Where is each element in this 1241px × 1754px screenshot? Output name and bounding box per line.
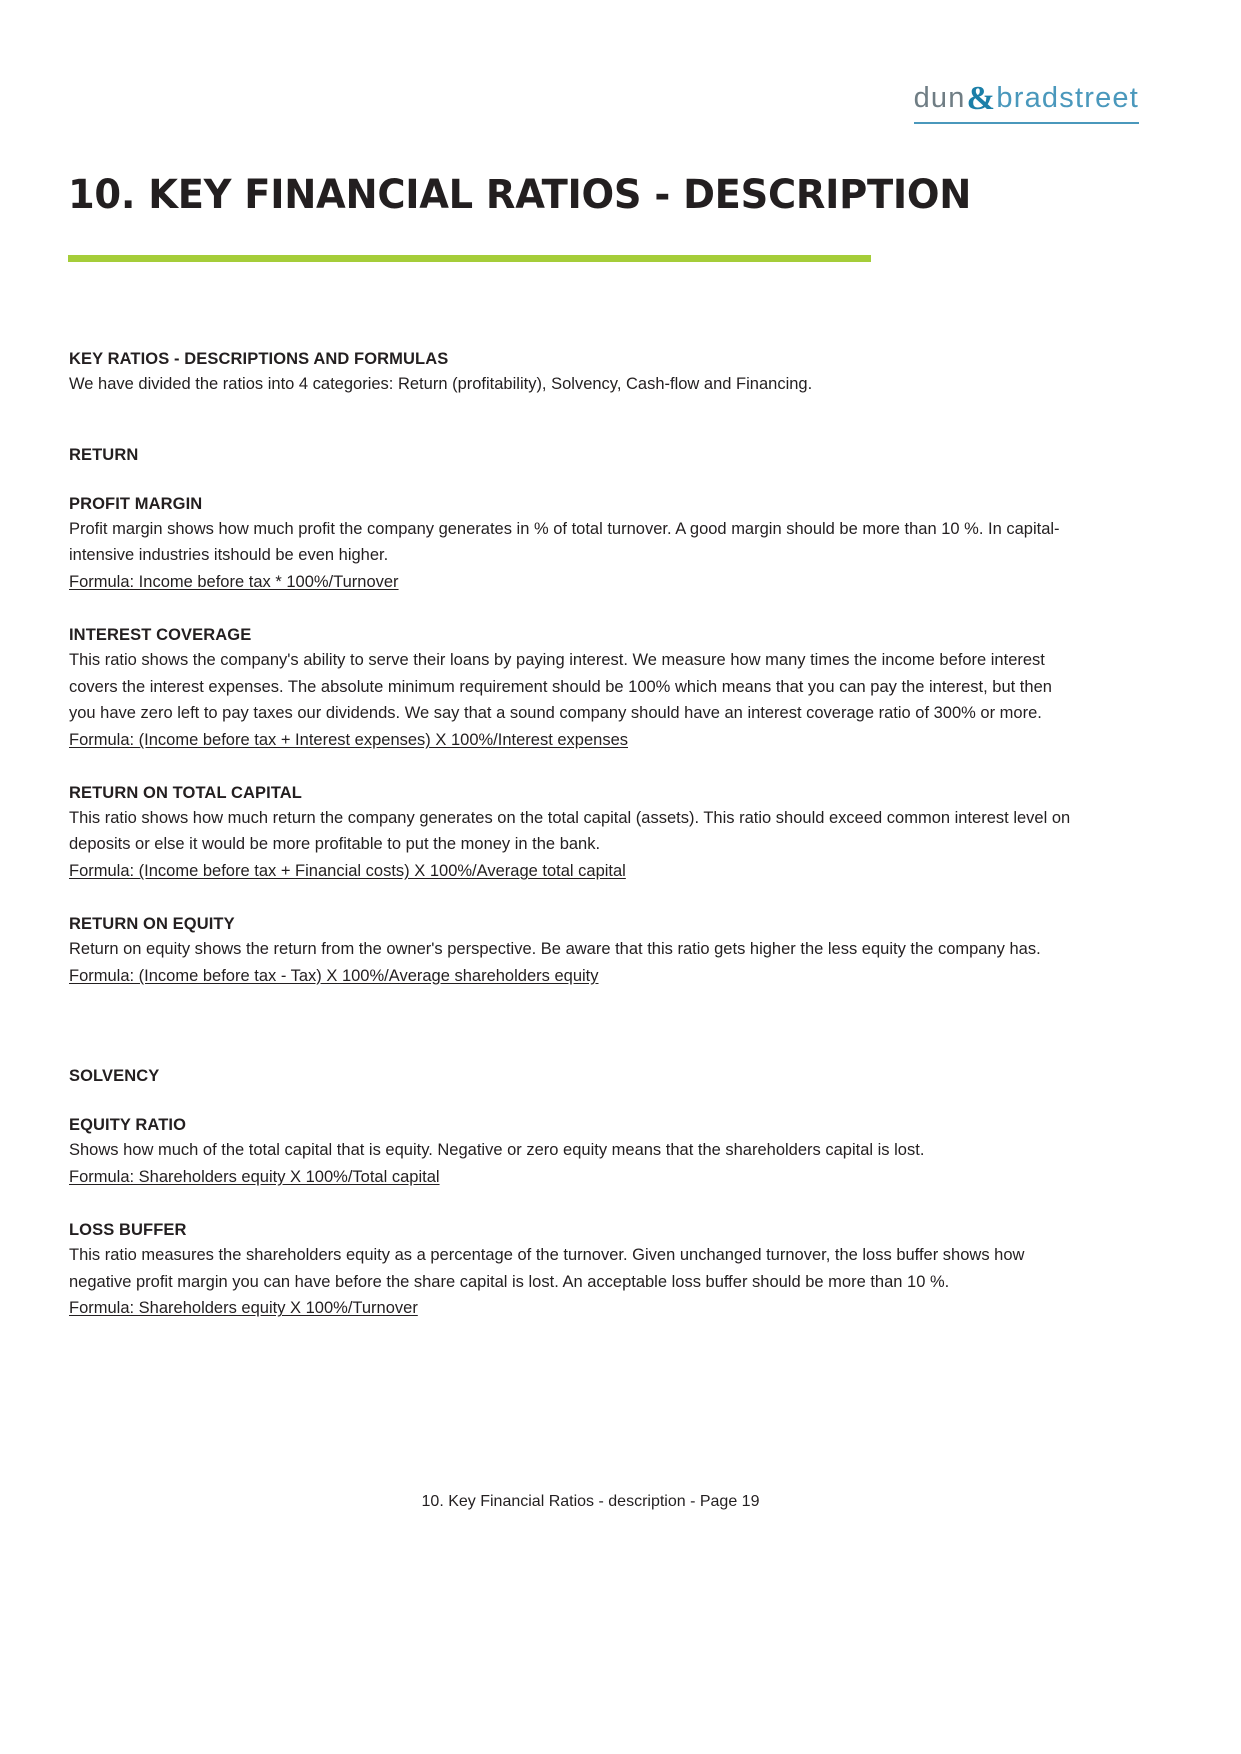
ratio-description: Return on equity shows the return from the owner's perspective. Be aware that this ratio gets higher the less equity the company has. [69,939,1041,958]
ratio-formula: Formula: Shareholders equity X 100%/Turnover [69,1299,418,1318]
ratio-formula: Formula: (Income before tax + Financial costs) X 100%/Average total capital [69,862,626,881]
logo-word-bradstreet: bradstreet [996,82,1139,114]
logo-underline [914,122,1139,124]
ratio-block-return-on-total-capital [69,784,1074,885]
intro-text: We have divided the ratios into 4 categories: Return (profitability), Solvency, Cash-flow and Financing. [69,375,813,393]
ratio-heading: RETURN ON TOTAL CAPITAL [69,783,302,802]
ratio-description: This ratio shows the company's ability to serve their loans by paying interest. We measure how many times the income before interest covers the interest expenses. The absolute minimum requirement should be 100% which means that you can pay the interest, but then you have zero left to pay taxes our dividends. We say that a sound company should have an interest coverage ratio of 300% or more. [69,650,1052,723]
ratio-block-profit-margin [69,495,1074,596]
page-title: 10. KEY FINANCIAL RATIOS - DESCRIPTION [68,172,972,218]
ratio-block-interest-coverage [69,626,1074,754]
document-body [69,350,1074,1322]
ratio-heading: PROFIT MARGIN [69,494,203,513]
ratio-formula: Formula: (Income before tax + Interest expenses) X 100%/Interest expenses [69,731,628,750]
ratio-formula: Formula: Shareholders equity X 100%/Total capital [69,1168,440,1187]
page-footer: 10. Key Financial Ratios - description - Page 19 [421,1493,760,1510]
ratio-description: Profit margin shows how much profit the company generates in % of total turnover. A good margin should be more than 10 %. In capital-intensive industries itshould be even higher. [69,519,1060,565]
ratio-block-return-on-equity [69,915,1074,989]
dun-bradstreet-logo [914,78,1139,116]
ratio-description: Shows how much of the total capital that is equity. Negative or zero equity means that the shareholders capital is lost. [69,1141,925,1160]
ratio-heading: RETURN ON EQUITY [69,914,235,933]
ratio-heading: INTEREST COVERAGE [69,625,252,644]
ratio-description: This ratio measures the shareholders equity as a percentage of the turnover. Given unchanged turnover, the loss buffer shows how negative profit margin you can have before the share capital is lost. An acceptable loss buffer should be more than 10 %. [69,1245,1025,1291]
section-heading-solvency: SOLVENCY [69,1067,160,1086]
logo-ampersand-icon: & [966,80,996,117]
ratio-heading: EQUITY RATIO [69,1116,187,1135]
ratio-formula: Formula: Income before tax * 100%/Turnover [69,573,399,592]
logo-word-dun: dun [913,82,966,114]
title-underline-rule [68,255,871,262]
ratio-block-loss-buffer [69,1221,1074,1322]
ratio-formula: Formula: (Income before tax - Tax) X 100%/Average shareholders equity [69,966,599,985]
intro-block [69,350,1074,398]
intro-heading: KEY RATIOS - DESCRIPTIONS AND FORMULAS [69,350,449,368]
ratio-description: This ratio shows how much return the company generates on the total capital (assets). This ratio should exceed common interest level on deposits or else it would be more profitable to put the money in the bank. [69,808,1071,854]
ratio-block-equity-ratio [69,1116,1074,1190]
ratio-heading: LOSS BUFFER [69,1220,187,1239]
section-heading-return: RETURN [69,445,139,464]
